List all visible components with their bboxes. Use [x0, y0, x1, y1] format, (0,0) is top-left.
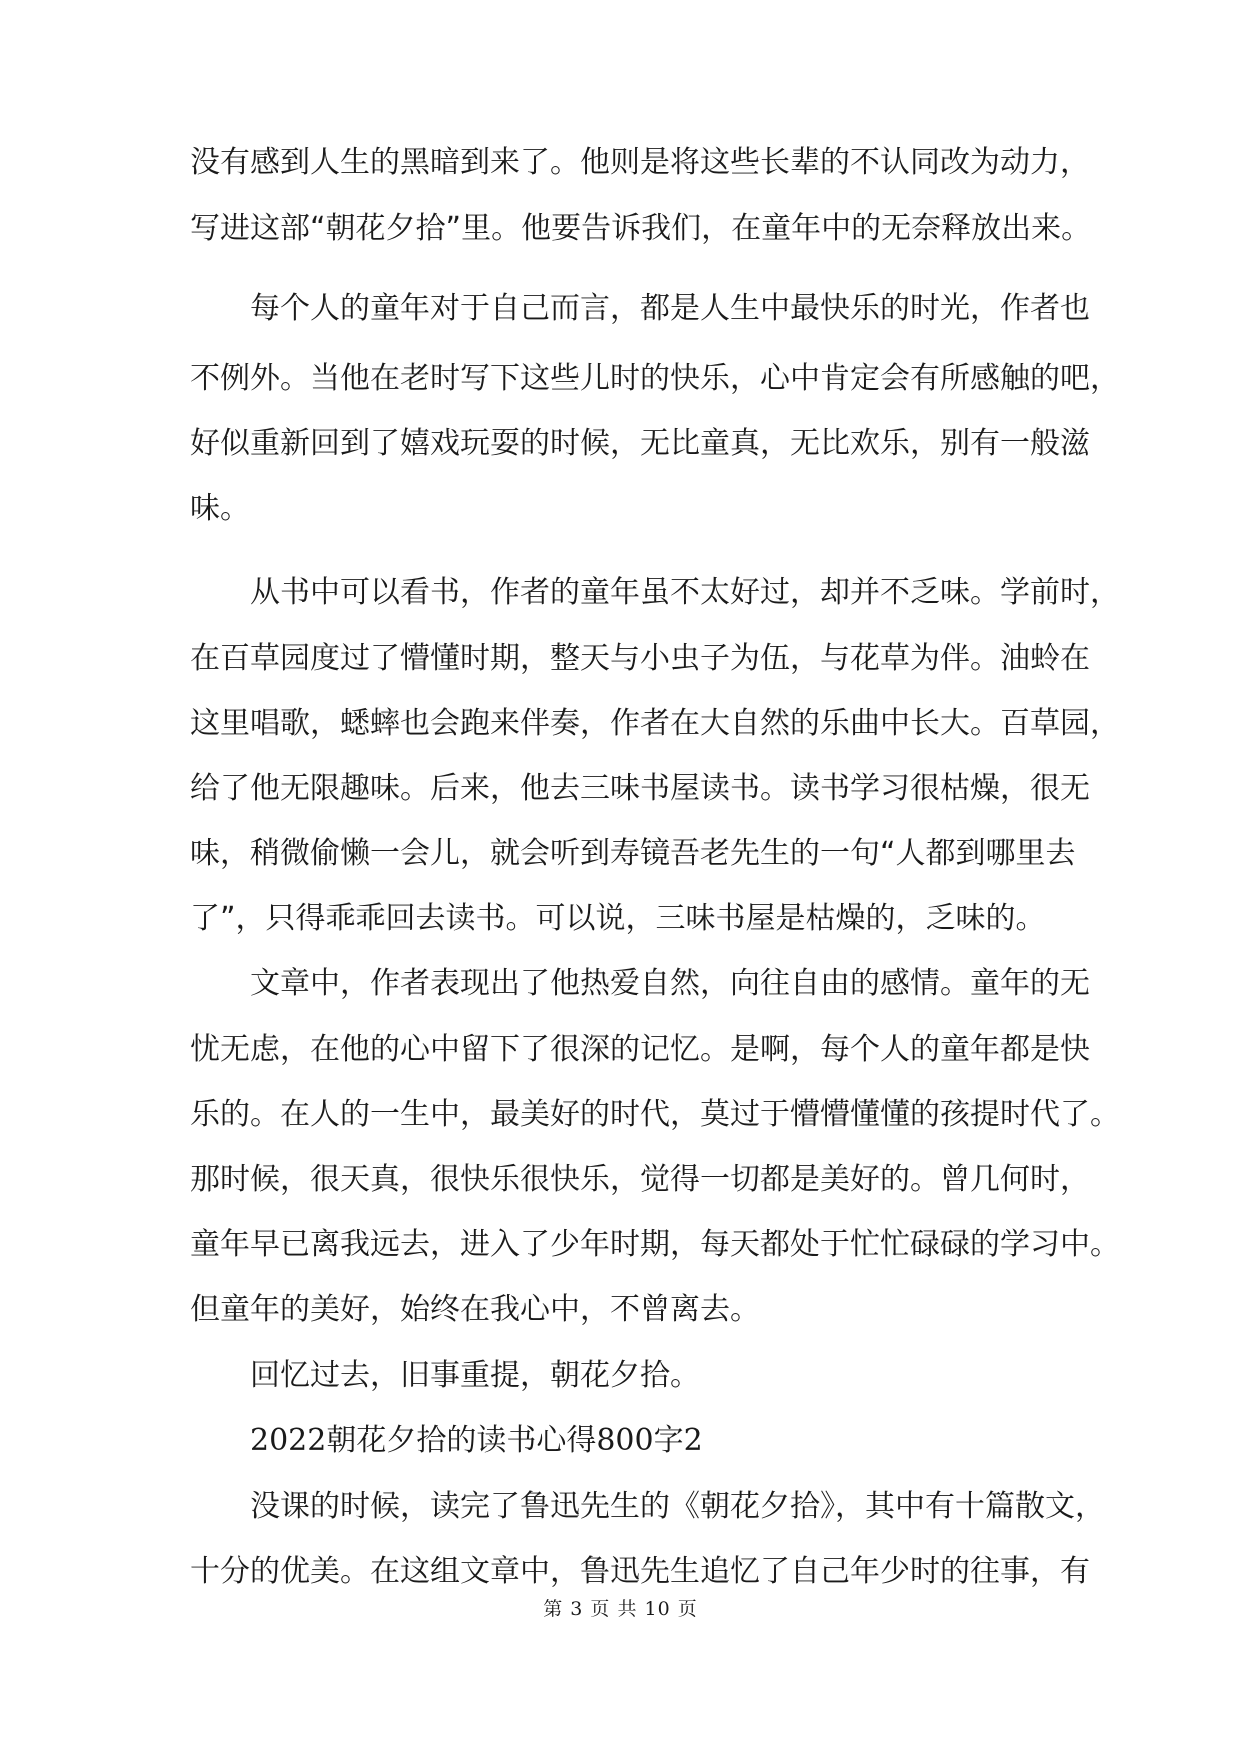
text-line: 文章中，作者表现出了他热爱自然，向往自由的感情。童年的无 [250, 966, 1090, 1001]
text-line: 乐的。在人的一生中，最美好的时代，莫过于懵懵懂懂的孩提时代了。 [190, 1097, 1120, 1132]
text-line: 童年早已离我远去，进入了少年时期，每天都处于忙忙碌碌的学习中。 [190, 1227, 1120, 1262]
text-line: 不例外。当他在老时写下这些儿时的快乐，心中肯定会有所感触的吧， [190, 361, 1120, 396]
text-line: 从书中可以看书，作者的童年虽不太好过，却并不乏味。学前时， [250, 575, 1120, 610]
section-heading: 2022朝花夕拾的读书心得800字2 [250, 1423, 703, 1458]
text-line: 在百草园度过了懵懂时期，整天与小虫子为伍，与花草为伴。油蛉在 [190, 641, 1090, 676]
text-line: 但童年的美好，始终在我心中，不曾离去。 [190, 1292, 760, 1327]
text-line: 十分的优美。在这组文章中，鲁迅先生追忆了自己年少时的往事，有 [190, 1554, 1090, 1589]
text-line: 味，稍微偷懒一会儿，就会听到寿镜吾老先生的一句“人都到哪里去 [190, 836, 1076, 871]
text-line: 那时候，很天真，很快乐很快乐，觉得一切都是美好的。曾几何时， [190, 1162, 1090, 1197]
text-line: 写进这部“朝花夕拾”里。他要告诉我们，在童年中的无奈释放出来。 [190, 211, 1092, 246]
text-line: 忧无虑，在他的心中留下了很深的记忆。是啊，每个人的童年都是快 [190, 1032, 1090, 1067]
text-line: 好似重新回到了嬉戏玩耍的时候，无比童真，无比欢乐，别有一般滋 [190, 426, 1090, 461]
text-line: 这里唱歌，蟋蟀也会跑来伴奏，作者在大自然的乐曲中长大。百草园， [190, 706, 1120, 741]
text-line: 了”，只得乖乖回去读书。可以说，三味书屋是枯燥的，乏味的。 [190, 901, 1046, 936]
text-line: 回忆过去，旧事重提，朝花夕拾。 [250, 1358, 700, 1393]
text-line: 给了他无限趣味。后来，他去三味书屋读书。读书学习很枯燥，很无 [190, 771, 1090, 806]
text-line: 每个人的童年对于自己而言，都是人生中最快乐的时光，作者也 [250, 291, 1090, 326]
text-line: 没课的时候，读完了鲁迅先生的《朝花夕拾》，其中有十篇散文， [250, 1489, 1105, 1524]
text-line: 味。 [190, 491, 250, 526]
text-line: 没有感到人生的黑暗到来了。他则是将这些长辈的不认同改为动力， [190, 145, 1090, 180]
page-number-footer: 第 3 页 共 10 页 [543, 1598, 698, 1620]
